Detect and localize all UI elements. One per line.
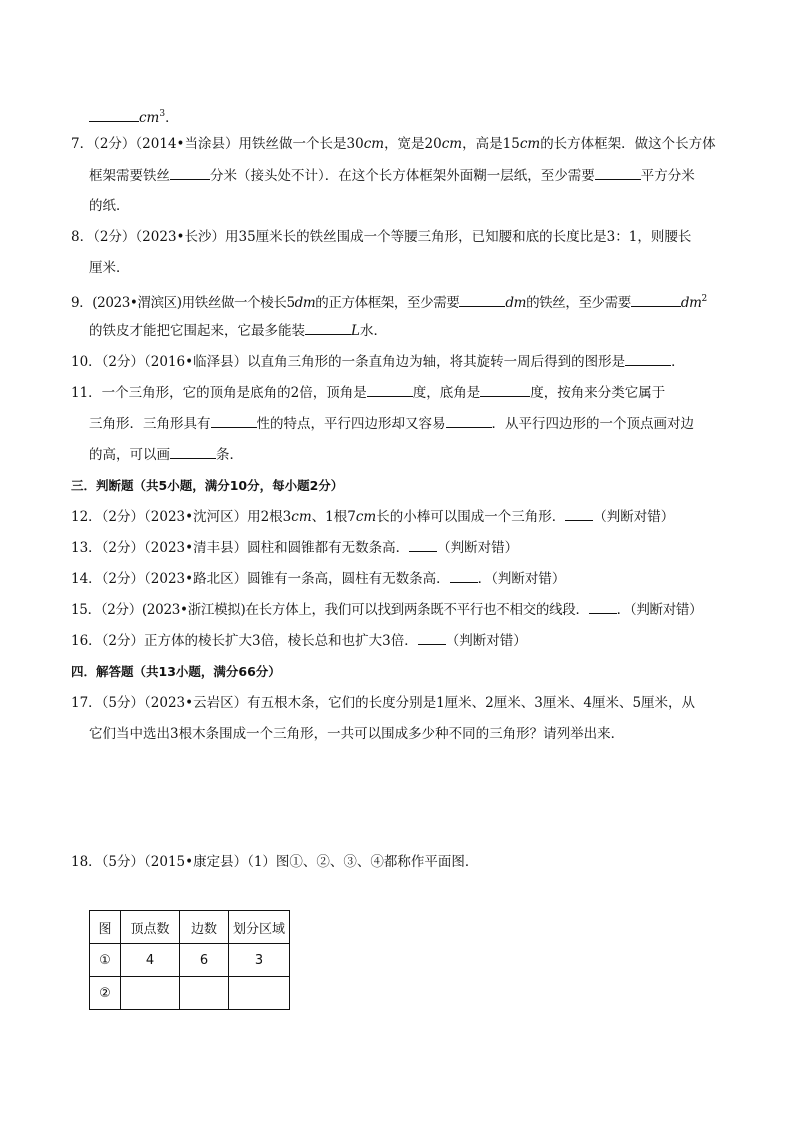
question-18-line-1: 18．（5分）（2015•康定县）（1）图①、②、③、④都称作平面图． — [71, 854, 479, 870]
table-cell: 4 — [121, 944, 180, 977]
table-header-cell: 边数 — [180, 911, 229, 944]
table-row — [90, 944, 290, 977]
question-15: 15．（2分）(2023•浙江模拟)在长方体上，我们可以找到两条既不平行也不相交的线段． ．（判断对错） — [71, 602, 703, 618]
answer-blank — [305, 321, 351, 335]
question-7-line-2: 框架需要铁丝 分米（接头处不计）．在这个长方体框架外面糊一层纸，至少需要 平方分米 — [89, 168, 695, 184]
table-header-cell: 图 — [90, 911, 121, 944]
answer-blank — [89, 108, 139, 122]
answer-blank — [170, 445, 216, 459]
table-cell: ② — [90, 977, 121, 1010]
question-11-line-1: 11．一个三角形，它的顶角是底角的2倍，顶角是 度，底角是 度，按角来分类它属于 — [71, 385, 666, 401]
table-cell — [180, 977, 229, 1010]
answer-continuation: $cm^3$． — [89, 105, 179, 127]
table-cell: ① — [90, 944, 121, 977]
question-14: 14．（2分）（2023•路北区）圆锥有一条高，圆柱有无数条高． ．（判断对错） — [71, 571, 566, 587]
question-17-line-2: 它们当中选出3根木条围成一个三角形，一共可以围成多少种不同的三角形？请列举出来． — [89, 726, 625, 742]
answer-blank — [565, 507, 593, 521]
question-11-line-2: 三角形．三角形具有 性的特点，平行四边形却又容易 ．从平行四边形的一个顶点画对边 — [89, 416, 694, 432]
question-16: 16．（2分）正方体的棱长扩大3倍，棱长总和也扩大3倍． （判断对错） — [71, 633, 527, 649]
question-12: 12．（2分）（2023•沈河区）用2根3cm、1根7cm长的小棒可以围成一个三角形． （判断对错） — [71, 509, 675, 525]
table-row — [90, 977, 290, 1010]
question-7-line-1: 7．（2分）（2014•当涂县）用铁丝做一个长是30cm，宽是20cm，高是15cm的长方体框架．做这个长方体 — [71, 136, 716, 152]
answer-blank — [450, 569, 478, 583]
table-header-cell: 顶点数 — [121, 911, 180, 944]
answer-blank — [446, 414, 492, 428]
table-header-row — [90, 911, 290, 944]
answer-blank — [170, 166, 210, 180]
question-9-line-1: 9．(2023•渭滨区)用铁丝做一个棱长5dm的正方体框架，至少需要 dm的铁丝，至少需要 $dm^2$ — [71, 294, 707, 311]
section-4-heading: 四．解答题（共13小题，满分66分） — [71, 664, 281, 679]
table-cell: 6 — [180, 944, 229, 977]
question-17-line-1: 17．（5分）（2023•云岩区）有五根木条，它们的长度分别是1厘米、2厘米、3厘米、4厘米、5厘米，从 — [71, 695, 696, 711]
question-8-line-2: 厘米． — [89, 260, 130, 276]
answer-blank — [418, 631, 446, 645]
answer-blank — [480, 383, 530, 397]
answer-blank — [211, 414, 257, 428]
table-cell — [229, 977, 290, 1010]
question-7-line-3: 的纸． — [89, 198, 130, 214]
planar-graph-table — [89, 910, 290, 1010]
section-3-heading: 三．判断题（共5小题，满分10分，每小题2分） — [71, 478, 344, 493]
table-cell — [121, 977, 180, 1010]
table-cell: 3 — [229, 944, 290, 977]
answer-blank — [589, 600, 617, 614]
answer-blank — [367, 383, 413, 397]
question-10: 10．（2分）（2016•临泽县）以直角三角形的一条直角边为轴，将其旋转一周后得到的图形是 ． — [71, 354, 685, 370]
answer-blank — [595, 166, 641, 180]
question-9-line-2: 的铁皮才能把它围起来，它最多能装 L水． — [89, 323, 387, 339]
answer-blank — [459, 293, 505, 307]
question-13: 13．（2分）（2023•清丰县）圆柱和圆锥都有无数条高． （判断对错） — [71, 540, 519, 556]
answer-blank — [625, 352, 671, 366]
answer-blank — [409, 538, 437, 552]
question-8-line-1: 8．（2分）（2023•长沙）用35厘米长的铁丝围成一个等腰三角形，已知腰和底的长度比是3：1，则腰长 — [71, 229, 692, 245]
answer-blank — [631, 293, 681, 307]
table-header-cell: 划分区域 — [229, 911, 290, 944]
question-11-line-3: 的高，可以画 条． — [89, 447, 243, 463]
